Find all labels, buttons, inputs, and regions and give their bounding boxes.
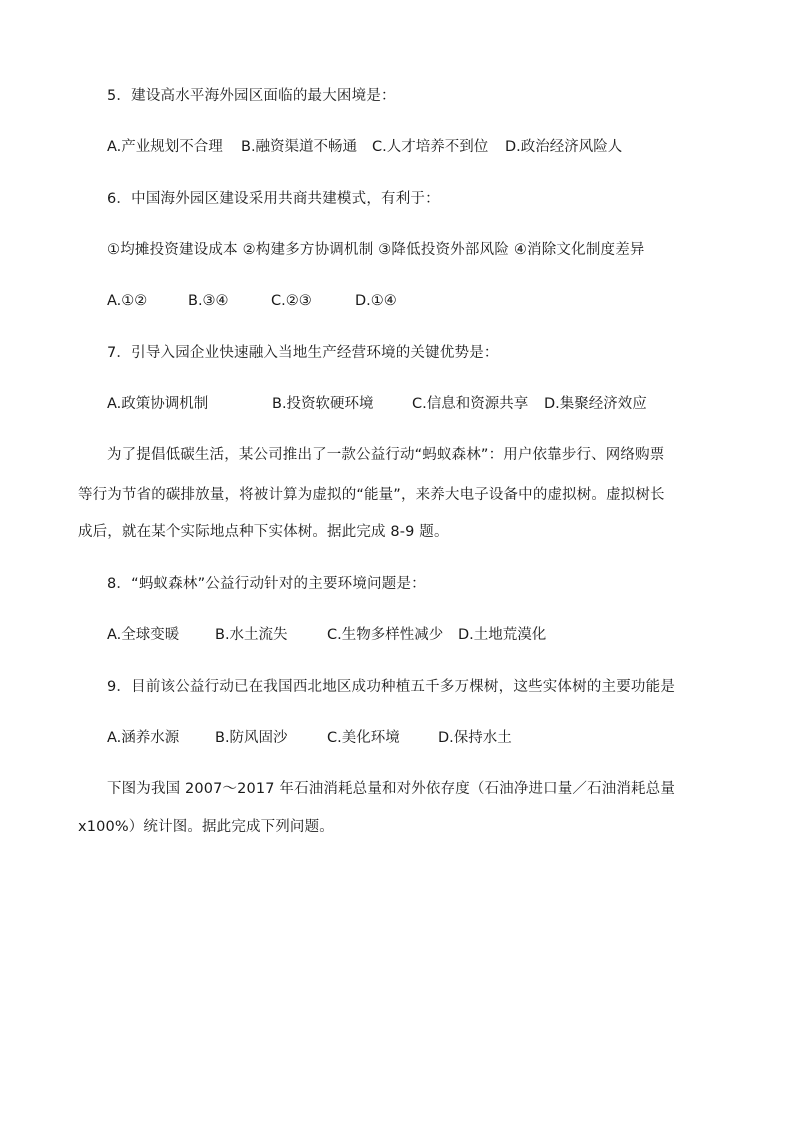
question-7-stem: 7．引导入园企业快速融入当地生产经营环境的关键优势是： [107, 345, 499, 361]
intro-chart-line-2: x100%）统计图。据此完成下列问题。 [78, 819, 334, 835]
question-5-option-b: B.融资渠道不畅通 [241, 139, 358, 155]
question-7-option-b: B.投资软硬环境 [272, 396, 374, 412]
question-6-statements: ①均摊投资建设成本 ②构建多方协调机制 ③降低投资外部风险 ④消除文化制度差异 [107, 242, 645, 258]
question-5-option-c: C.人才培养不到位 [372, 139, 489, 155]
question-7-option-a: A.政策协调机制 [107, 396, 209, 412]
question-6-option-b: B.③④ [188, 293, 229, 309]
question-7-option-c: C.信息和资源共享 [412, 396, 529, 412]
question-7-option-d: D.集聚经济效应 [544, 396, 647, 412]
question-6-stem: 6．中国海外园区建设采用共商共建模式，有利于： [107, 191, 440, 207]
intro-8-9-line-1: 为了提倡低碳生活，某公司推出了一款公益行动“蚂蚁森林”：用户依靠步行、网络购票 [107, 447, 665, 463]
question-5-stem: 5．建设高水平海外园区面临的最大困境是： [107, 88, 396, 104]
question-9-option-d: D.保持水土 [438, 730, 512, 746]
question-8-stem: 8．“蚂蚁森林”公益行动针对的主要环境问题是： [107, 576, 426, 592]
question-8-option-a: A.全球变暖 [107, 627, 180, 643]
question-9-option-c: C.美化环境 [327, 730, 400, 746]
intro-chart-line-1: 下图为我国 2007～2017 年石油消耗总量和对外依存度（石油净进口量／石油消耗总量 [107, 781, 675, 797]
question-8-option-b: B.水土流失 [215, 627, 288, 643]
question-9-option-b: B.防风固沙 [215, 730, 288, 746]
intro-8-9-line-3: 成后，就在某个实际地点种下实体树。据此完成 8-9 题。 [78, 524, 449, 540]
question-6-option-a: A.①② [107, 293, 148, 309]
question-8-option-c: C.生物多样性减少 [327, 627, 444, 643]
question-5-option-d: D.政治经济风险人 [505, 139, 623, 155]
question-6-option-d: D.①④ [355, 293, 397, 309]
question-9-option-a: A.涵养水源 [107, 730, 180, 746]
intro-8-9-line-2: 等行为节省的碳排放量，将被计算为虚拟的“能量”，来养大电子设备中的虚拟树。虚拟树长 [78, 487, 665, 503]
question-6-option-c: C.②③ [271, 293, 312, 309]
question-8-option-d: D.土地荒漠化 [458, 627, 547, 643]
question-5-option-a: A.产业规划不合理 [107, 139, 223, 155]
question-9-stem: 9．目前该公益行动已在我国西北地区成功种植五千多万棵树，这些实体树的主要功能是 [107, 679, 676, 695]
